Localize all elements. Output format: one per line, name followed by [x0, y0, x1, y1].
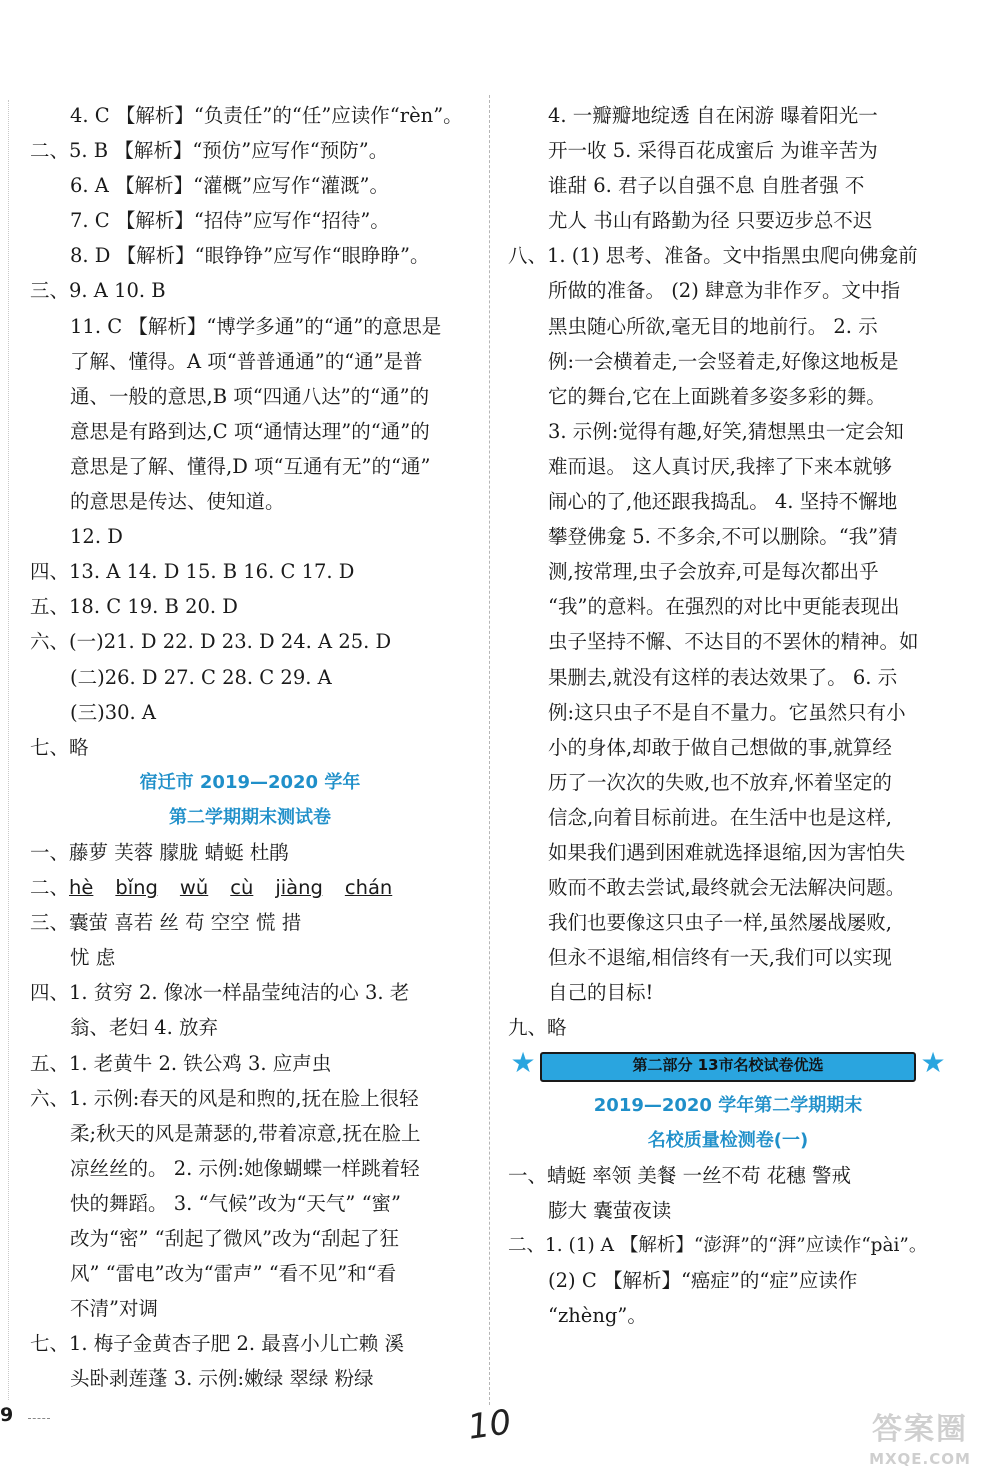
answer-line: 五、18. C 19. B 20. D	[30, 595, 238, 619]
answer-line: 7. C 【解析】“招侍”应写作“招待”。	[70, 209, 390, 233]
answer-line: 3. 示例:觉得有趣,好笑,猜想黑虫一定会知	[548, 419, 904, 443]
answer-line: 黑虫随心所欲,毫无目的地前行。 2. 示	[548, 314, 878, 338]
column-divider	[489, 95, 490, 1405]
answer-line: 败而不敢去尝试,最终就会无法解决问题。	[548, 876, 906, 900]
part-banner	[508, 1045, 948, 1080]
answer-line: 一、蜻蜓 率领 美餐 一丝不苟 花穗 警戒	[508, 1163, 851, 1187]
answer-line: 二、5. B 【解析】“预仿”应写作“预防”。	[30, 139, 389, 163]
answer-line: 三、囊萤 喜若 丝 苟 空空 慌 措	[30, 911, 302, 935]
answer-line: 信念,向着目标前进。在生活中也是这样,	[548, 805, 892, 829]
answer-line: 11. C 【解析】“博学多通”的“通”的意思是	[70, 314, 442, 338]
section-title: 第二学期期末测试卷	[169, 806, 331, 828]
answer-line: 难而退。 这人真讨厌,我摔了下来本就够	[548, 454, 892, 478]
answer-line: 柔;秋天的风是萧瑟的,带着凉意,抚在脸上	[70, 1121, 421, 1145]
answer-line: 五、1. 老黄牛 2. 铁公鸡 3. 应声虫	[30, 1051, 332, 1075]
section-title: 2019—2020 学年第二学期期末	[593, 1094, 863, 1116]
answer-line: 历了一次次的失败,也不放弃,怀着坚定的	[548, 770, 892, 794]
pinyin-item: bǐng	[115, 876, 158, 900]
answer-line: 六、1. 示例:春天的风是和煦的,抚在脸上很轻	[30, 1086, 419, 1110]
page-number: 9	[0, 1404, 14, 1426]
answer-line: 6. A 【解析】“灌概”应写作“灌溉”。	[70, 174, 389, 198]
star-mascot-icon: ★	[510, 1045, 536, 1079]
answer-line: 不清”对调	[70, 1297, 158, 1321]
star-mascot-icon: ★	[920, 1045, 946, 1079]
answer-line: 八、1. (1) 思考、准备。文中指黑虫爬向佛龛前	[508, 244, 918, 268]
page-number-rule	[28, 1418, 50, 1419]
answer-line: 六、(一)21. D 22. D 23. D 24. A 25. D	[30, 630, 392, 654]
left-margin-rule	[8, 100, 9, 1400]
answer-line: “zhèng”。	[548, 1304, 647, 1328]
answer-line: 的意思是传达、使知道。	[70, 490, 285, 514]
answer-line: 开一收 5. 采得百花成蜜后 为谁辛苦为	[548, 139, 878, 163]
pinyin-answer-line	[30, 870, 470, 905]
pinyin-item: jiàng	[275, 876, 323, 900]
answer-line: 尤人 书山有路勤为径 只要迈步总不迟	[548, 209, 873, 233]
answer-line: 七、1. 梅子金黄杏子肥 2. 最喜小儿亡赖 溪	[30, 1332, 405, 1356]
answer-line: (2) C 【解析】“癌症”的“症”应读作	[548, 1269, 858, 1292]
answer-line: 4. 一瓣瓣地绽透 自在闲游 曝着阳光一	[548, 104, 878, 127]
section-title: 名校质量检测卷(一)	[647, 1129, 809, 1151]
pinyin-item: cù	[230, 876, 254, 900]
section-title: 宿迁市 2019—2020 学年	[139, 771, 361, 793]
answer-line: 三、9. A 10. B	[30, 279, 166, 303]
answer-line: 谁甜 6. 君子以自强不息 自胜者强 不	[548, 174, 865, 198]
answer-line: 意思是有路到达,C 项“通情达理”的“通”的	[70, 419, 430, 443]
answer-line: 四、13. A 14. D 15. B 16. C 17. D	[30, 560, 355, 584]
answer-line: 改为“密” “刮起了微风”改为“刮起了狂	[70, 1227, 400, 1250]
answer-line: 忧 虑	[70, 946, 116, 970]
answer-line: 12. D	[70, 525, 123, 549]
answer-line: 例:一会横着走,一会竖着走,好像这地板是	[548, 349, 899, 373]
answer-line: 攀登佛龛 5. 不多余,不可以删除。“我”猜	[548, 525, 898, 549]
answer-line: 意思是了解、懂得,D 项“互通有无”的“通”	[70, 454, 431, 478]
answer-line: 我们也要像这只虫子一样,虽然屡战屡败,	[548, 911, 892, 935]
answer-line: 翁、老妇 4. 放弃	[70, 1016, 219, 1040]
answer-line: “我”的意料。在强烈的对比中更能表现出	[548, 595, 900, 619]
answer-line: 一、藤萝 芙蓉 朦胧 蜻蜓 杜鹃	[30, 840, 289, 864]
answer-line: 自己的目标!	[548, 981, 654, 1005]
answer-line: 果删去,就没有这样的表达效果了。 6. 示	[548, 665, 898, 689]
answer-line: 七、略	[30, 735, 89, 759]
answer-line: 如果我们遇到困难就选择退缩,因为害怕失	[548, 840, 906, 864]
left-column	[30, 98, 470, 1396]
pinyin-item: wǔ	[179, 876, 209, 900]
pinyin-item: hè	[69, 876, 94, 900]
watermark-title: 答案圈	[872, 1412, 968, 1447]
answer-line: 测,按常理,虫子会放弃,可是每次都出乎	[548, 560, 879, 584]
answer-line: 闹心的了,他还跟我捣乱。 4. 坚持不懈地	[548, 490, 898, 514]
answer-line: 快的舞蹈。 3. “气候”改为“天气” “蜜”	[70, 1191, 402, 1215]
answer-line: (三)30. A	[70, 700, 157, 724]
answer-line: 了解、懂得。A 项“普普通通”的“通”是普	[70, 349, 423, 373]
answer-line: (二)26. D 27. C 28. C 29. A	[70, 665, 332, 689]
answer-line: 头卧剥莲蓬 3. 示例:嫩绿 翠绿 粉绿	[70, 1367, 374, 1391]
answer-line: 二、1. (1) A 【解析】“澎湃”的“湃”应读作“pài”。	[508, 1234, 928, 1256]
answer-line: 风” “雷电”改为“雷声” “看不见”和“看	[70, 1262, 397, 1286]
answer-line: 8. D 【解析】“眼铮铮”应写作“眼睁睁”。	[70, 244, 430, 268]
answer-line: 它的舞台,它在上面跳着多姿多彩的舞。	[548, 384, 886, 408]
handwritten-note: 10	[465, 1402, 514, 1448]
answer-line: 通、一般的意思,B 项“四通八达”的“通”的	[70, 384, 430, 408]
pinyin-item: chán	[344, 876, 393, 900]
pinyin-label: 二、	[30, 876, 70, 900]
answer-line: 九、略	[508, 1016, 567, 1040]
answer-line: 所做的准备。 (2) 肆意为非作歹。文中指	[548, 279, 901, 303]
answer-line: 四、1. 贫穷 2. 像冰一样晶莹纯洁的心 3. 老	[30, 981, 410, 1005]
banner-title: 第二部分 13市名校试卷优选	[632, 1055, 824, 1074]
answer-line: 凉丝丝的。 2. 示例:她像蝴蝶一样跳着轻	[70, 1156, 420, 1180]
answer-line: 例:这只虫子不是自不量力。它虽然只有小	[548, 700, 906, 724]
answer-line: 膨大 囊萤夜读	[548, 1198, 672, 1222]
watermark-logo	[850, 1410, 990, 1468]
answer-line: 小的身体,却敢于做自己想做的事,就算经	[548, 735, 892, 759]
right-column	[508, 98, 948, 1333]
answer-line: 虫子坚持不懈、不达目的不罢休的精神。如	[548, 630, 919, 654]
answer-line: 但永不退缩,相信终有一天,我们可以实现	[548, 946, 892, 970]
watermark-url: MXQE.COM	[869, 1450, 971, 1468]
answer-line: 4. C 【解析】“负责任”的“任”应读作“rèn”。	[70, 104, 463, 127]
